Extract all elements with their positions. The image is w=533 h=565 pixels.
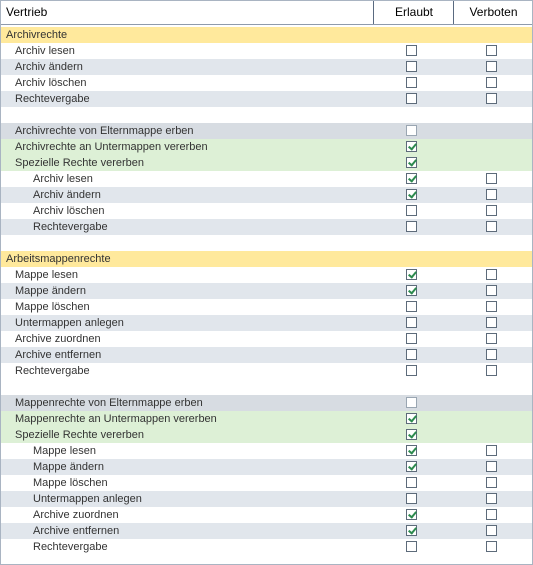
permission-label: Spezielle Rechte vererben bbox=[15, 157, 145, 169]
permission-label: Mappe löschen bbox=[15, 301, 90, 313]
denied-checkbox[interactable] bbox=[486, 509, 497, 520]
denied-checkbox[interactable] bbox=[486, 285, 497, 296]
denied-checkbox[interactable] bbox=[486, 269, 497, 280]
permission-label: Archiv lesen bbox=[33, 173, 93, 185]
permission-label: Archive zuordnen bbox=[15, 333, 101, 345]
denied-checkbox[interactable] bbox=[486, 349, 497, 360]
allowed-checkbox[interactable] bbox=[406, 365, 417, 376]
permission-row bbox=[1, 139, 532, 155]
allowed-checkbox[interactable] bbox=[406, 509, 417, 520]
permission-label: Archivrechte von Elternmappe erben bbox=[15, 125, 194, 137]
permission-label: Archiv ändern bbox=[15, 61, 83, 73]
denied-checkbox[interactable] bbox=[486, 477, 497, 488]
allowed-checkbox[interactable] bbox=[406, 141, 417, 152]
permission-row bbox=[1, 459, 532, 475]
permission-label: Archiv ändern bbox=[33, 189, 101, 201]
permission-label: Archiv löschen bbox=[15, 77, 87, 89]
permission-row bbox=[1, 283, 532, 299]
permission-label: Untermappen anlegen bbox=[33, 493, 142, 505]
permission-label: Rechtevergabe bbox=[15, 365, 90, 377]
allowed-checkbox[interactable] bbox=[406, 333, 417, 344]
denied-checkbox[interactable] bbox=[486, 77, 497, 88]
allowed-checkbox[interactable] bbox=[406, 525, 417, 536]
section-title: Arbeitsmappenrechte bbox=[6, 253, 111, 265]
section-header-row bbox=[1, 251, 532, 267]
column-header-name[interactable]: Vertrieb bbox=[6, 5, 48, 19]
permission-row bbox=[1, 539, 532, 555]
allowed-checkbox[interactable] bbox=[406, 77, 417, 88]
permission-label: Archiv löschen bbox=[33, 205, 105, 217]
permission-row bbox=[1, 155, 532, 171]
permission-rows bbox=[1, 27, 532, 555]
allowed-checkbox[interactable] bbox=[406, 301, 417, 312]
permission-row bbox=[1, 491, 532, 507]
denied-checkbox[interactable] bbox=[486, 301, 497, 312]
permission-row bbox=[1, 59, 532, 75]
allowed-checkbox[interactable] bbox=[406, 173, 417, 184]
denied-checkbox[interactable] bbox=[486, 189, 497, 200]
denied-checkbox[interactable] bbox=[486, 45, 497, 56]
permission-row bbox=[1, 187, 532, 203]
denied-checkbox[interactable] bbox=[486, 365, 497, 376]
permission-row bbox=[1, 91, 532, 107]
permission-row bbox=[1, 475, 532, 491]
permission-label: Mappe löschen bbox=[33, 477, 108, 489]
denied-checkbox[interactable] bbox=[486, 493, 497, 504]
denied-checkbox[interactable] bbox=[486, 205, 497, 216]
allowed-checkbox[interactable] bbox=[406, 189, 417, 200]
permission-row bbox=[1, 427, 532, 443]
permission-label: Mappe ändern bbox=[33, 461, 104, 473]
allowed-checkbox[interactable] bbox=[406, 349, 417, 360]
denied-checkbox[interactable] bbox=[486, 173, 497, 184]
denied-checkbox[interactable] bbox=[486, 333, 497, 344]
permission-row bbox=[1, 507, 532, 523]
allowed-checkbox[interactable] bbox=[406, 45, 417, 56]
permission-row bbox=[1, 171, 532, 187]
permission-row bbox=[1, 43, 532, 59]
permission-row bbox=[1, 315, 532, 331]
allowed-checkbox[interactable] bbox=[406, 429, 417, 440]
permission-label: Archive zuordnen bbox=[33, 509, 119, 521]
denied-checkbox[interactable] bbox=[486, 445, 497, 456]
allowed-checkbox[interactable] bbox=[406, 205, 417, 216]
allowed-checkbox[interactable] bbox=[406, 93, 417, 104]
permission-label: Archiv lesen bbox=[15, 45, 75, 57]
permission-row bbox=[1, 203, 532, 219]
column-header-denied[interactable]: Verboten bbox=[453, 1, 533, 24]
allowed-checkbox[interactable] bbox=[406, 397, 417, 408]
allowed-checkbox[interactable] bbox=[406, 461, 417, 472]
spacer-row bbox=[1, 235, 532, 251]
permission-label: Mappe lesen bbox=[33, 445, 96, 457]
spacer-row bbox=[1, 107, 532, 123]
permission-label: Archivrechte an Untermappen vererben bbox=[15, 141, 208, 153]
allowed-checkbox[interactable] bbox=[406, 269, 417, 280]
permission-label: Rechtevergabe bbox=[15, 93, 90, 105]
permission-row bbox=[1, 523, 532, 539]
denied-checkbox[interactable] bbox=[486, 461, 497, 472]
permission-label: Mappe ändern bbox=[15, 285, 86, 297]
permission-label: Rechtevergabe bbox=[33, 541, 108, 553]
denied-checkbox[interactable] bbox=[486, 541, 497, 552]
allowed-checkbox[interactable] bbox=[406, 61, 417, 72]
allowed-checkbox[interactable] bbox=[406, 157, 417, 168]
permission-row bbox=[1, 299, 532, 315]
allowed-checkbox[interactable] bbox=[406, 445, 417, 456]
permission-label: Mappe lesen bbox=[15, 269, 78, 281]
column-header-allowed[interactable]: Erlaubt bbox=[373, 1, 454, 24]
permission-row bbox=[1, 347, 532, 363]
section-header-row bbox=[1, 27, 532, 43]
allowed-checkbox[interactable] bbox=[406, 125, 417, 136]
allowed-checkbox[interactable] bbox=[406, 541, 417, 552]
grid-header bbox=[1, 1, 532, 25]
permission-row bbox=[1, 443, 532, 459]
permission-row bbox=[1, 411, 532, 427]
denied-checkbox[interactable] bbox=[486, 93, 497, 104]
section-title: Archivrechte bbox=[6, 29, 68, 41]
allowed-checkbox[interactable] bbox=[406, 285, 417, 296]
allowed-checkbox[interactable] bbox=[406, 221, 417, 232]
denied-checkbox[interactable] bbox=[486, 221, 497, 232]
denied-checkbox[interactable] bbox=[486, 525, 497, 536]
allowed-checkbox[interactable] bbox=[406, 317, 417, 328]
denied-checkbox[interactable] bbox=[486, 317, 497, 328]
permission-row bbox=[1, 395, 532, 411]
permission-label: Rechtevergabe bbox=[33, 221, 108, 233]
permission-row bbox=[1, 219, 532, 235]
permission-label: Mappenrechte von Elternmappe erben bbox=[15, 397, 203, 409]
permission-label: Mappenrechte an Untermappen vererben bbox=[15, 413, 217, 425]
permission-label: Untermappen anlegen bbox=[15, 317, 124, 329]
permission-label: Archive entfernen bbox=[33, 525, 120, 537]
permission-row bbox=[1, 267, 532, 283]
permission-label: Spezielle Rechte vererben bbox=[15, 429, 145, 441]
permission-row bbox=[1, 123, 532, 139]
permission-row bbox=[1, 75, 532, 91]
allowed-checkbox[interactable] bbox=[406, 493, 417, 504]
allowed-checkbox[interactable] bbox=[406, 413, 417, 424]
spacer-row bbox=[1, 379, 532, 395]
denied-checkbox[interactable] bbox=[486, 61, 497, 72]
permission-row bbox=[1, 363, 532, 379]
permission-row bbox=[1, 331, 532, 347]
permission-label: Archive entfernen bbox=[15, 349, 102, 361]
allowed-checkbox[interactable] bbox=[406, 477, 417, 488]
